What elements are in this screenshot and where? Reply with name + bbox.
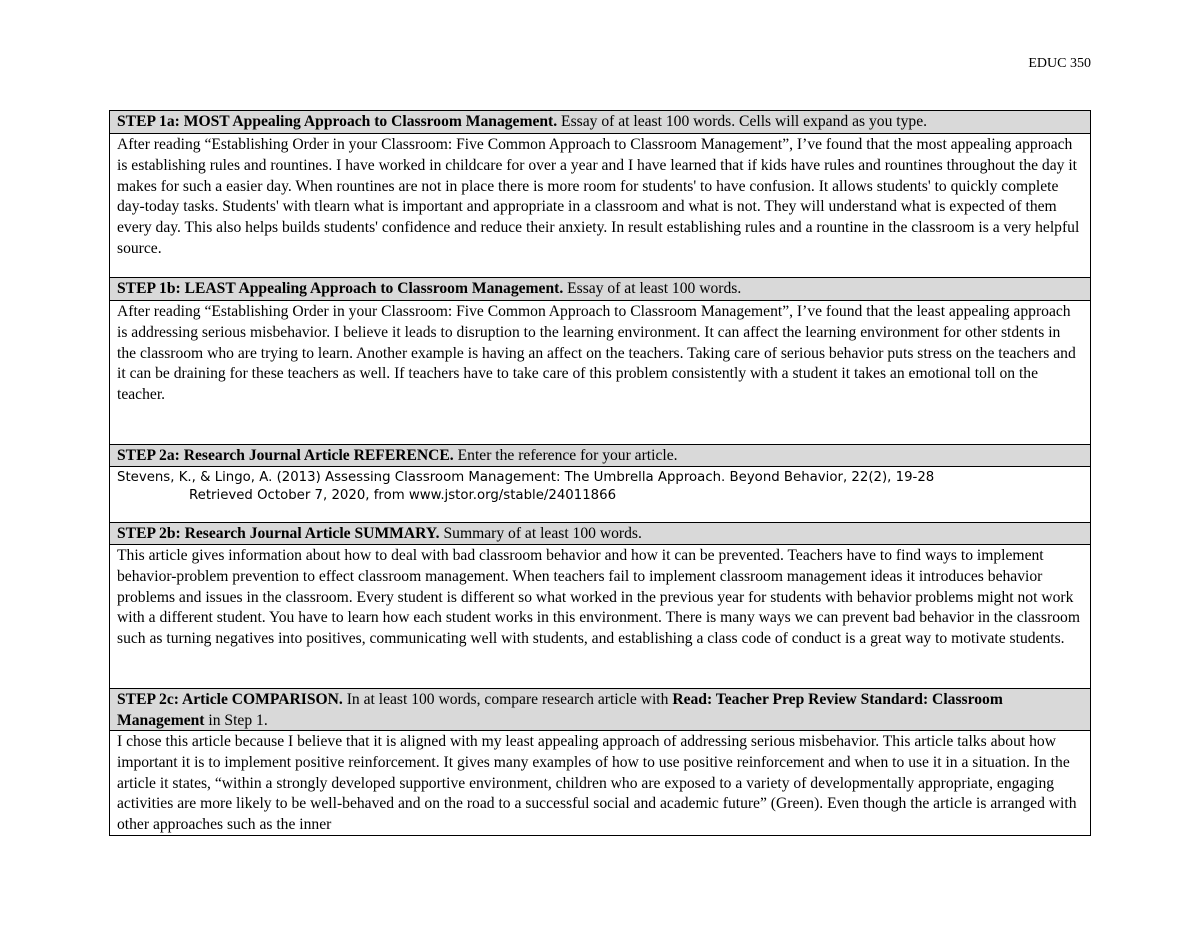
step-2c-title: STEP 2c: Article COMPARISON. <box>117 691 343 708</box>
step-2b-summary-text: This article gives information about how to deal with bad classroom behavior and how it can be prevented. Teachers have to find ways to implement behavior-problem prevention to effect classroom management. When teachers fail to implement classroom management ideas it introduces behavior problems and issues in the classroom. Every student is different so what worked in the previous year for students with behavior problems might not work with a different student. You have to learn how each student works in this environment. There is many ways we can prevent bad behavior in the classroom such as turning negatives into positives, communicating well with students, and establishing a class code of conduct is a great way to motivate students. <box>117 547 1080 648</box>
step-1b-header <box>110 278 1090 301</box>
step-2c-comparison-text: I chose this article because I believe that it is aligned with my least appealing approach of addressing serious misbehavior. This article talks about how important it is to implement positive reinforcement. It gives many examples of how to use positive reinforcement and when to use it in a situation. In the article it states, “within a strongly developed supportive environment, children who are exposed to a variety of developmentally appropriate, engaging activities are more likely to be well-behaved and on the road to a successful social and academic future” (Green). Even though the article is arranged with other approaches such as the inner <box>117 733 1077 834</box>
step-2c-instruction-end: in Step 1. <box>204 711 268 729</box>
step-1b-essay-text: After reading “Establishing Order in your Classroom: Five Common Approach to Classroom Management”, I’ve found that the least appealing approach is addressing serious misbehavior. I believe it leads to disruption to the learning environment. It can affect the learning environment for other stdents in the classroom who are trying to learn. Another example is having an affect on the teachers. Taking care of serious behavior puts stress on the teachers and it can be draining for these teachers as well. If teachers have to take care of this problem consistently with a student it takes an emotional toll on the teacher. <box>117 303 1076 404</box>
step-2a-title: STEP 2a: Research Journal Article REFERENCE. <box>117 447 454 464</box>
step-1a-header <box>110 111 1090 134</box>
step-1a-essay-text: After reading “Establishing Order in your Classroom: Five Common Approach to Classroom Management”, I’ve found that the most appealing approach is establishing rules and rountines. I have worked in childcare for over a year and I have learned that if kids have rules and rountines throughout the day it makes for such a easier day. When rountines are not in place there is more room for students' to have confusion. It allows students' to quickly complete day-today tasks. Students' with tlearn what is important and appropriate in a classroom and what is not. They will understand what is expected of them every day. This also helps builds students' confidence and reduce their anxiety. In result establishing rules and a rountine in the classroom is a very helpful source. <box>117 136 1080 257</box>
step-2b-summary-cell[interactable] <box>110 545 1090 689</box>
step-2c-reference-title: Read: Teacher Prep Review Standard: Classroom Management <box>117 691 1003 729</box>
step-1a-essay-cell[interactable] <box>110 134 1090 278</box>
step-2c-instruction: In at least 100 words, compare research article with <box>342 691 673 708</box>
course-header: EDUC 350 <box>1028 56 1091 71</box>
step-2c-header <box>110 689 1090 731</box>
step-2b-title: STEP 2b: Research Journal Article SUMMARY. <box>117 525 440 542</box>
worksheet-table <box>109 110 1091 836</box>
step-1b-essay-cell[interactable] <box>110 301 1090 445</box>
step-2b-header <box>110 523 1090 545</box>
step-1a-instruction: Essay of at least 100 words. Cells will expand as you type. <box>557 113 928 130</box>
step-2a-reference-cell[interactable] <box>110 467 1090 523</box>
step-2a-header <box>110 445 1090 467</box>
step-1b-title: STEP 1b: LEAST Appealing Approach to Classroom Management. <box>117 280 564 297</box>
reference-line-1: Stevens, K., & Lingo, A. (2013) Assessing Classroom Management: The Umbrella Approach. Beyond Behavior, 22(2), 19-28 <box>117 470 935 485</box>
step-2c-comparison-cell[interactable] <box>110 731 1090 836</box>
step-1b-instruction: Essay of at least 100 words. <box>563 280 742 297</box>
step-2b-instruction: Summary of at least 100 words. <box>439 525 642 542</box>
reference-line-2: Retrieved October 7, 2020, from www.jstor.org/stable/24011866 <box>189 487 617 503</box>
step-1a-title: STEP 1a: MOST Appealing Approach to Classroom Management. <box>117 113 558 130</box>
step-2a-instruction: Enter the reference for your article. <box>453 447 678 464</box>
